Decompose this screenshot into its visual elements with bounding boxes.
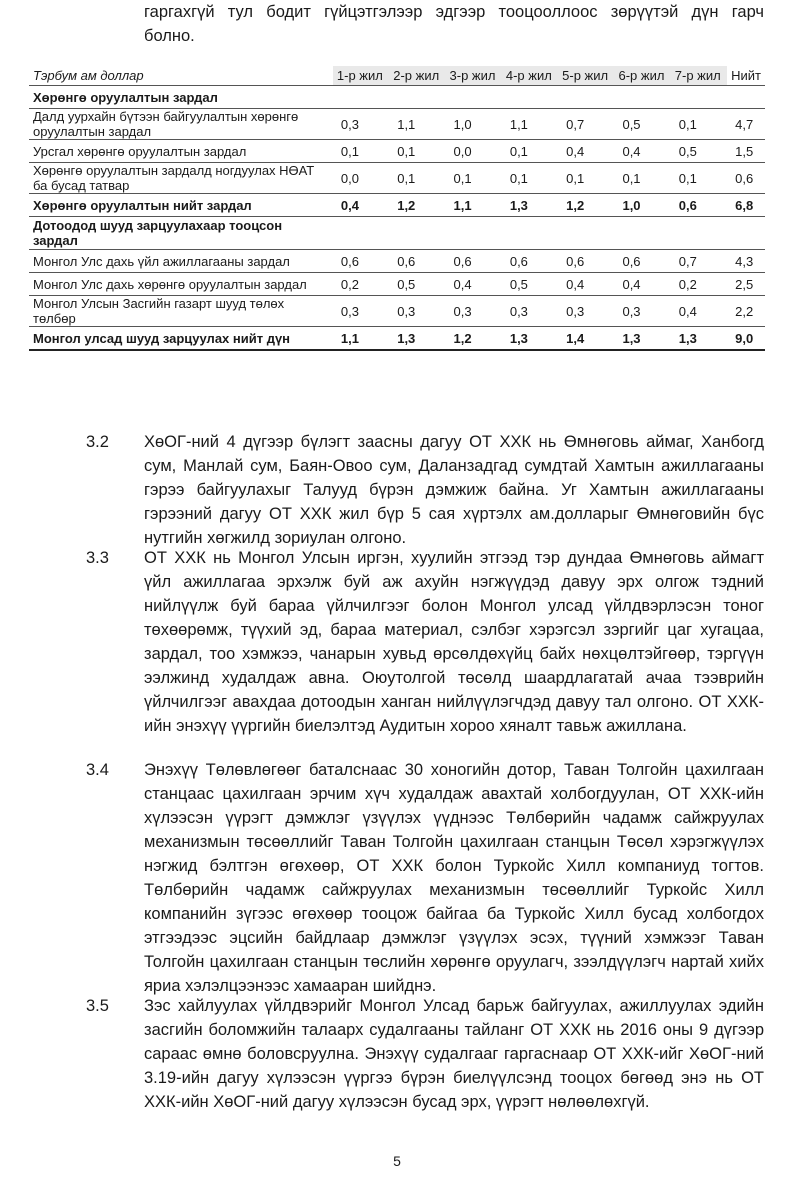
subtotal-label: Хөрөнгө оруулалтын нийт зардал [29,194,333,217]
subtotal-value: 1,2 [389,194,445,217]
subtotal-value: 1,3 [614,327,670,351]
cell-value: 0,1 [446,163,502,194]
subtotal-total: 9,0 [727,327,765,351]
subtotal-value: 1,3 [502,194,558,217]
total-header: Нийт [727,66,765,86]
cell-value: 0,5 [389,273,445,296]
section-title-row [29,86,765,109]
paragraph-text: Энэхүү Төлөвлөгөөг баталснаас 30 хоногийн дотор, Таван Толгойн цахилгаан станцаас цахилгаан эрчим хүч худалдаж авахтай холбогдуулан, ОТ ХХК-ийн хүлээсэн үүрэгт дэмжлэг үзүүлэх үүднээс Төлбөрийн чадамж сайжруулах механизмын төсөөллийг Таван Толгойн цахилгаан станцын Төсөл хэрэгжүүлэх нэгжид бэлтгэн өгөхөөр, ОТ ХХК болон Туркойс Хилл компаниуд тогтов. Төлбөрийн чадамж сайжруулах механизмын төсөөллийг Туркойс Хилл компанийн зүгээс өгөхөөр тооцож байгаа ба Туркойс Хилл бусад холбогдох этгээдээс эцсийн байдлаар дэмжлэг үзүүлэх эсэх, түүний хэмжээг Таван Толгойн цахилгаан станцын төслийн хөрөнгө оруулагч, зээлдүүлэгч нартай хийх яриа хэлэлцээнээс хамааран шийднэ. [144,761,764,995]
subtotal-label: Монгол улсад шууд зарцуулах нийт дүн [29,327,333,351]
cell-value: 0,0 [333,163,389,194]
cell-value: 0,6 [389,250,445,273]
section-title-row [29,217,765,250]
cell-value: 0,3 [333,296,389,327]
row-total: 2,2 [727,296,765,327]
paragraph-text: Зэс хайлуулах үйлдвэрийг Монгол Улсад барьж байгуулах, ажиллуулах эдийн засгийн боломжийн талаарх судалгааны тайланг ОТ ХХК нь 2016 оны 9 дүгээр сараас өмнө боловсруулна. Энэхүү судалгааг гаргаснаар ОТ ХХК-ийг ХөОГ-ний 3.19-ийн дагуу хүлээсэн үүргээ бүрэн биелүүлсэнд тооцох бөгөөд энэ нь ОТ ХХК-ийн ХөОГ-ний дагуу хүлээсэн бусад эрх, үүрэгт нөлөөлөхгүй. [144,997,764,1111]
year-header-6: 6-р жил [614,66,670,86]
subtotal-value: 1,2 [558,194,614,217]
subtotal-value: 1,0 [614,194,670,217]
cell-value: 0,2 [333,273,389,296]
subtotal-row [29,194,765,217]
cell-value: 1,1 [502,109,558,140]
table-row [29,109,765,140]
cell-value: 0,5 [614,109,670,140]
year-header-1: 1-р жил [333,66,389,86]
cell-value: 0,6 [614,250,670,273]
paragraph-number: 3.3 [86,549,109,567]
intro-line-1: гаргахгүй тул бодит гүйцэтгэлээр эдгээр тооцооллоос зөрүүтэй дүн гарч [144,3,764,21]
cell-value: 0,2 [671,273,727,296]
paragraph-text: ОТ ХХК нь Монгол Улсын иргэн, хуулийн этгээд тэр дундаа Өмнөговь аймагт үйл ажиллагаа эрхэлж буй аж ахуйн нэгжүүдэд давуу эрх олгож тэдний нийлүүлж буй бараа үйлчилгээг болон Монгол улсад үйлдвэрлэсэн тоног төхөөрөмж, түүхий эд, бараа материал, сэлбэг хэрэгсэл зэргийг цаг хугацаа, зардал, тоо хэмжээ, чанарын хувьд өрсөлдөхүйц байх нөхцөлтэйгөөр, тэргүүн ээлжинд худалдаж авна. Оюутолгой төсөлд шаардлагатай ачаа тээврийн үйлчилгээг авахдаа дотоодын ханган нийлүүлэгчдэд давуу тал олгоно. ОТ ХХК-ийн энэхүү үүргийн биелэлтэд Аудитын хороо хяналт тавьж ажиллана. [144,549,764,735]
row-label: Монгол Улс дахь хөрөнгө оруулалтын зардал [29,273,333,296]
cell-value: 0,1 [671,109,727,140]
cell-value: 0,5 [671,140,727,163]
cell-value: 0,3 [389,296,445,327]
row-total: 2,5 [727,273,765,296]
row-label: Хөрөнгө оруулалтын зардалд ногдуулах НӨАТ ба бусад татвар [29,163,333,194]
row-label: Урсгал хөрөнгө оруулалтын зардал [29,140,333,163]
subtotal-value: 1,4 [558,327,614,351]
row-total: 1,5 [727,140,765,163]
cell-value: 0,4 [614,273,670,296]
subtotal-value: 0,6 [671,194,727,217]
page-number: 5 [393,1153,401,1169]
table-row [29,296,765,327]
cell-value: 0,7 [558,109,614,140]
subtotal-value: 1,2 [446,327,502,351]
subtotal-value: 1,1 [333,327,389,351]
subtotal-total: 6,8 [727,194,765,217]
year-header-5: 5-р жил [558,66,614,86]
cell-value: 0,1 [502,140,558,163]
paragraph-text: ХөОГ-ний 4 дүгээр бүлэгт заасны дагуу ОТ ХХК нь Өмнөговь аймаг, Ханбогд сум, Манлай сум, Баян-Овоо сум, Даланзадгад сумдтай Хамтын ажиллагааны гэрээ байгуулахыг Талууд бүрэн дэмжиж байна. Уг Хамтын ажиллагааны гэрээний дагуу ОТ ХХК жил бүр 5 сая хүртэлх ам.долларыг Өмнөговийн бүс нутгийн хөгжилд зориулан олгоно. [144,433,764,547]
cell-value: 0,5 [502,273,558,296]
cell-value: 0,1 [389,163,445,194]
cell-value: 0,1 [558,163,614,194]
paragraph-number: 3.4 [86,761,109,779]
cell-value: 0,3 [558,296,614,327]
paragraph-number: 3.2 [86,433,109,451]
row-label: Монгол Улс дахь үйл ажиллагааны зардал [29,250,333,273]
cell-value: 0,1 [671,163,727,194]
cell-value: 0,6 [333,250,389,273]
section-title: Дотоодод шууд зарцуулахаар тооцсон зардал [29,217,333,250]
cell-value: 0,4 [614,140,670,163]
cell-value: 0,3 [333,109,389,140]
subtotal-row [29,327,765,351]
cell-value: 0,3 [502,296,558,327]
paragraph-number: 3.5 [86,997,109,1015]
year-header-2: 2-р жил [389,66,445,86]
intro-text [144,0,764,48]
cell-value: 0,1 [333,140,389,163]
cell-value: 0,4 [558,140,614,163]
row-total: 0,6 [727,163,765,194]
table-row [29,163,765,194]
cell-value: 0,6 [446,250,502,273]
table-row [29,250,765,273]
cell-value: 0,4 [671,296,727,327]
cell-value: 0,6 [558,250,614,273]
unit-label: Тэрбум ам доллар [29,66,333,86]
section-title: Хөрөнгө оруулалтын зардал [29,86,765,109]
year-header-4: 4-р жил [502,66,558,86]
table-row [29,273,765,296]
intro-line-2: болно. [144,27,195,45]
cell-value: 0,3 [614,296,670,327]
cell-value: 0,6 [502,250,558,273]
cell-value: 0,1 [614,163,670,194]
row-total: 4,7 [727,109,765,140]
row-label: Далд уурхайн бүтээн байгуулалтын хөрөнгө оруулалтын зардал [29,109,333,140]
table-header-row [29,66,765,86]
subtotal-value: 1,3 [502,327,558,351]
cell-value: 0,7 [671,250,727,273]
subtotal-value: 1,1 [446,194,502,217]
year-header-3: 3-р жил [446,66,502,86]
year-header-7: 7-р жил [671,66,727,86]
row-label: Монгол Улсын Засгийн газарт шууд төлөх төлбөр [29,296,333,327]
subtotal-value: 1,3 [671,327,727,351]
cell-value: 0,0 [446,140,502,163]
cell-value: 0,3 [446,296,502,327]
subtotal-value: 0,4 [333,194,389,217]
row-total: 4,3 [727,250,765,273]
cell-value: 1,1 [389,109,445,140]
cell-value: 0,1 [502,163,558,194]
table-row [29,140,765,163]
subtotal-value: 1,3 [389,327,445,351]
cost-table [29,66,765,351]
cell-value: 1,0 [446,109,502,140]
cell-value: 0,4 [446,273,502,296]
cell-value: 0,1 [389,140,445,163]
cell-value: 0,4 [558,273,614,296]
